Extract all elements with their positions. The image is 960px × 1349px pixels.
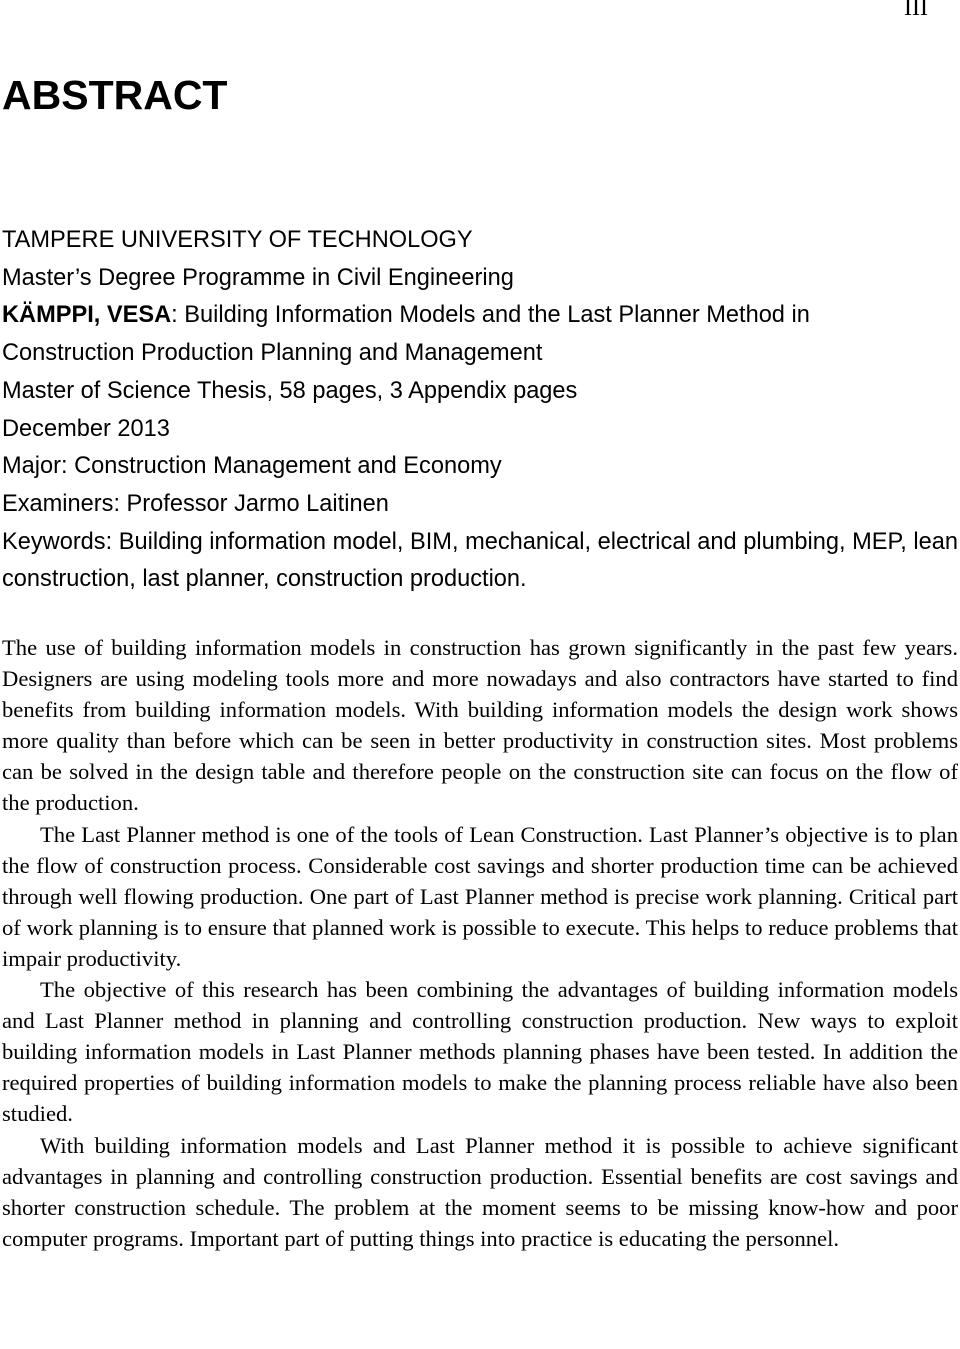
abstract-paragraph-2: The Last Planner method is one of the tools of Lean Construction. Last Planner’s objective is to plan the flow of construction process. Considerable cost savings and shorter production time can be achieved through well flowing production. One part of Last Planner method is precise work planning. Critical part of work planning is to ensure that planned work is possible to execute. This helps to reduce problems that impair productivity.: [2, 821, 958, 971]
thesis-metadata: [2, 222, 958, 599]
abstract-paragraph-1: The use of building information models in construction has grown significantly in the past few years. Designers are using modeling tools more and more nowadays and also contractors have started to find benefits from building information models. With building information models the design work shows more quality than before which can be seen in better productivity in construction sites. Most problems can be solved in the design table and therefore people on the construction site can focus on the flow of the production.: [2, 635, 958, 816]
author-name: KÄMPPI, VESA: [2, 302, 172, 329]
date-line: December 2013: [2, 415, 170, 442]
abstract-paragraph-3: The objective of this research has been combining the advantages of building information models and Last Planner method in planning and controlling construction production. New ways to exploit building information models in Last Planner methods planning phases have been tested. In addition the required properties of building information models to make the planning process reliable have also been studied.: [2, 977, 958, 1127]
author-title-line: [2, 297, 958, 335]
major-line: Major: Construction Management and Economy: [2, 453, 502, 480]
thesis-title-part2: Construction Production Planning and Management: [2, 340, 543, 367]
thesis-title-part1: : Building Information Models and the Last Planner Method in: [171, 302, 810, 329]
thesis-info-line: Master of Science Thesis, 58 pages, 3 Appendix pages: [2, 377, 578, 404]
university-line: TAMPERE UNIVERSITY OF TECHNOLOGY: [2, 227, 473, 253]
page-number: III: [904, 0, 928, 21]
abstract-paragraph-4: With building information models and Last Planner method it is possible to achieve significant advantages in planning and controlling construction production. Essential benefits are cost savings and shorter construction schedule. The problem at the moment seems to be missing know-how and poor computer programs. Important part of putting things into practice is educating the personnel.: [2, 1132, 958, 1251]
abstract-body: [2, 632, 958, 1254]
page-title: ABSTRACT: [2, 72, 228, 118]
keywords-line: Keywords: Building information model, BIM, mechanical, electrical and plumbing, MEP, lean construction, last planner, construction production.: [2, 528, 958, 593]
examiners-line: Examiners: Professor Jarmo Laitinen: [2, 490, 389, 517]
programme-line: Master’s Degree Programme in Civil Engineering: [2, 264, 514, 291]
